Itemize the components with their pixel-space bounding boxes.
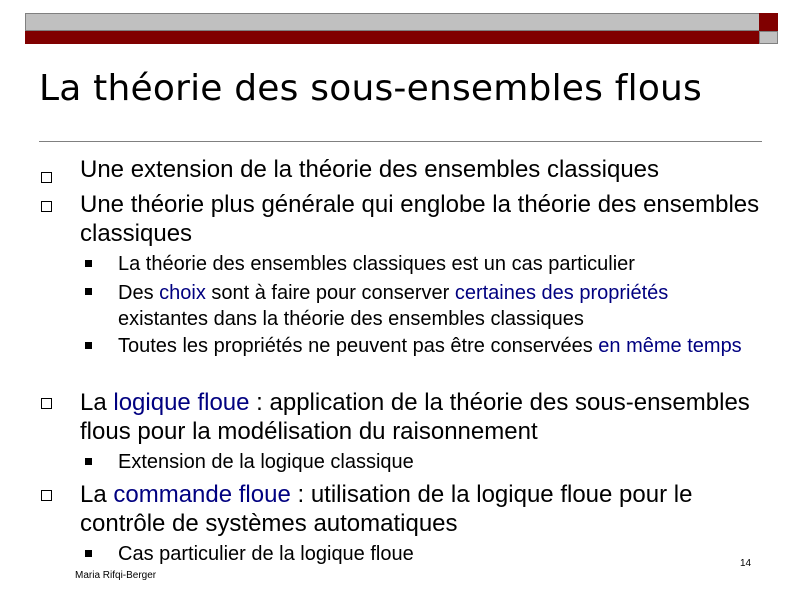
header-corner-dark <box>759 13 778 31</box>
highlight-proprietes: certaines des propriétés <box>454 282 669 304</box>
slide-title: La théorie des sous-ensembles flous <box>39 68 703 109</box>
sub-bullet-2-1: La théorie des ensembles classiques est un cas particulier <box>118 253 635 275</box>
filled-square-bullet-icon <box>85 288 92 295</box>
highlight-choix: choix <box>159 282 206 304</box>
sub-bullet-2-3: Toutes les propriétés ne peuvent pas être conservées en même temps <box>118 335 742 357</box>
bullet-item-3: La logique floue : application de la théorie des sous-ensembles flous pour la modélisation du raisonnement <box>80 389 750 445</box>
title-divider <box>39 141 762 142</box>
filled-square-bullet-icon <box>85 260 92 267</box>
footer-author: Maria Rifqi-Berger <box>75 570 157 581</box>
highlight-en-meme-temps: en même temps <box>598 335 742 357</box>
header-band-dark <box>25 31 777 44</box>
bullet-item-1: Une extension de la théorie des ensembles classiques <box>80 156 660 183</box>
bullet-item-4: La commande floue : utilisation de la logique floue pour le contrôle de systèmes automatiques <box>80 481 693 537</box>
sub-bullet-4-1: Cas particulier de la logique floue <box>118 543 414 565</box>
filled-square-bullet-icon <box>85 550 92 557</box>
hollow-square-bullet-icon <box>41 398 52 409</box>
sub-bullet-3-1: Extension de la logique classique <box>118 451 414 473</box>
bullet-item-2: Une théorie plus générale qui englobe la théorie des ensembles classiques <box>80 191 760 247</box>
filled-square-bullet-icon <box>85 458 92 465</box>
highlight-logique-floue: logique floue <box>113 389 250 416</box>
hollow-square-bullet-icon <box>41 201 52 212</box>
sub-bullet-2-2: Des choix sont à faire pour conserver certaines des propriétés existantes dans la théorie des ensembles classiques <box>118 282 669 330</box>
page-number: 14 <box>740 558 752 569</box>
hollow-square-bullet-icon <box>41 172 52 183</box>
highlight-commande-floue: commande floue <box>113 481 291 508</box>
header-band-light <box>25 13 777 31</box>
header-corner-light <box>759 31 778 44</box>
hollow-square-bullet-icon <box>41 490 52 501</box>
filled-square-bullet-icon <box>85 342 92 349</box>
